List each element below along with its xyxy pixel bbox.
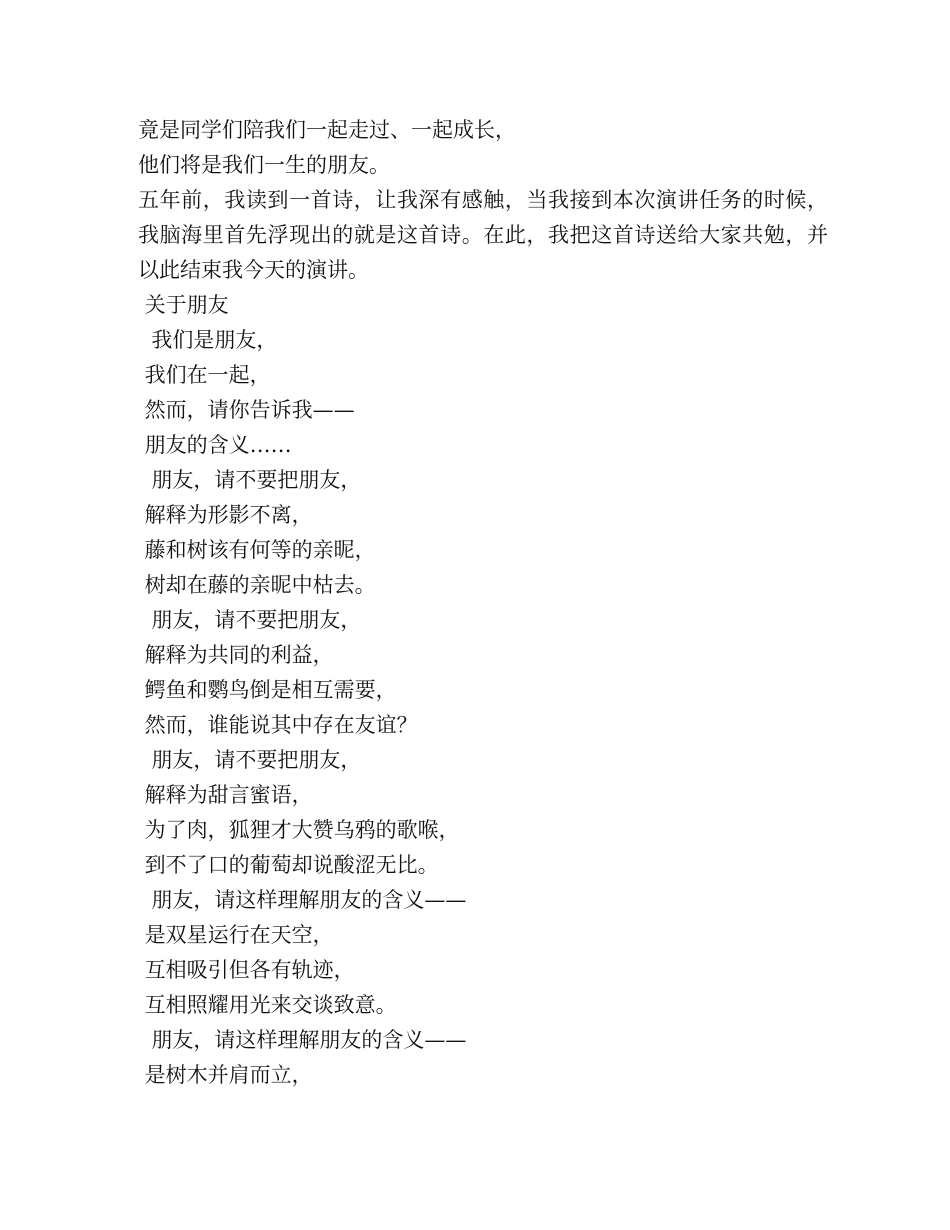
poem-line: 解释为形影不离， — [138, 503, 313, 527]
poem-line: 是树木并肩而立， — [138, 1063, 313, 1087]
poem-line: 为了肉，狐狸才大赞乌鸦的歌喉， — [138, 818, 460, 842]
poem-line: 然而，谁能说其中存在友谊？ — [138, 713, 418, 737]
poem-line: 我们是朋友， — [138, 328, 278, 352]
poem-line: 互相吸引但各有轨迹， — [138, 958, 355, 982]
poem-line: 朋友，请不要把朋友， — [138, 468, 362, 492]
poem-line: 解释为共同的利益， — [138, 643, 334, 667]
body-paragraph: 五年前，我读到一首诗，让我深有感触，当我接到本次演讲任务的时候，我脑海里首先浮现出的就是这首诗。在此，我把这首诗送给大家共勉，并以此结束我今天的演讲。 — [138, 188, 828, 282]
poem-line: 解释为甜言蜜语， — [138, 783, 313, 807]
poem-line: 鳄鱼和鹦鸟倒是相互需要， — [138, 678, 397, 702]
poem-line: 我们在一起， — [138, 363, 271, 387]
poem-line: 朋友的含义…… — [138, 433, 292, 457]
poem-line: 到不了口的葡萄却说酸涩无比。 — [138, 853, 439, 877]
poem-line: 朋友，请这样理解朋友的含义—— — [138, 1028, 467, 1052]
poem-line: 树却在藤的亲昵中枯去。 — [138, 573, 376, 597]
poem-line: 是双星运行在天空， — [138, 923, 334, 947]
poem-line: 互相照耀用光来交谈致意。 — [138, 993, 397, 1017]
poem-line: 朋友，请不要把朋友， — [138, 748, 362, 772]
intro-line: 竟是同学们陪我们一起走过、一起成长， — [138, 118, 516, 142]
poem-line: 藤和树该有何等的亲昵， — [138, 538, 376, 562]
poem-line: 然而，请你告诉我—— — [138, 398, 355, 422]
poem-line: 朋友，请不要把朋友， — [138, 608, 362, 632]
poem-line: 朋友，请这样理解朋友的含义—— — [138, 888, 467, 912]
intro-line: 他们将是我们一生的朋友。 — [138, 153, 390, 177]
poem-title: 关于朋友 — [138, 293, 229, 317]
speech-text — [138, 113, 828, 1093]
